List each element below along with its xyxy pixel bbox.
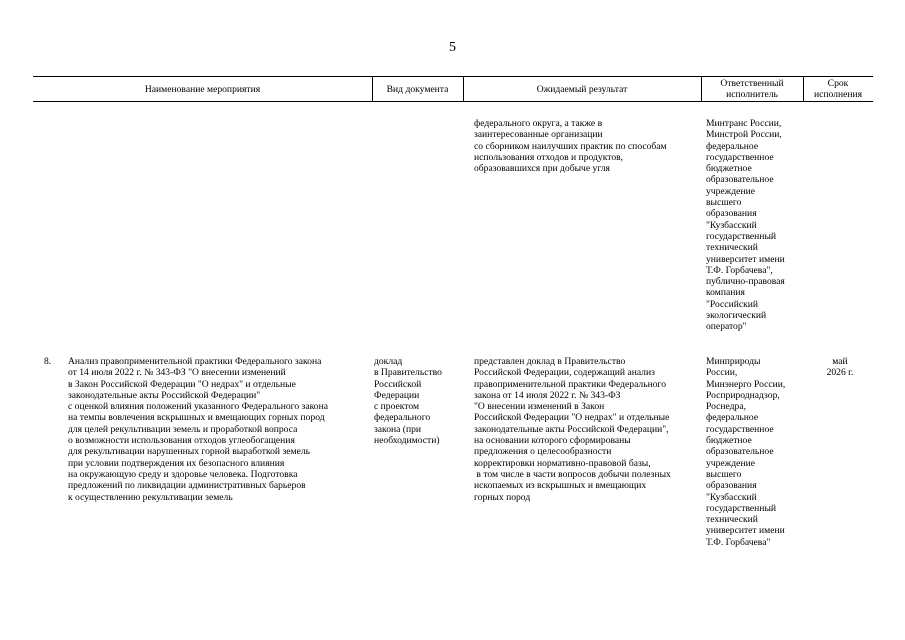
text-line: Росприроднадзор, bbox=[706, 389, 780, 401]
text-line: "Кузбасский bbox=[706, 219, 757, 231]
text-line: правоприменительной практики Федерального bbox=[474, 378, 667, 390]
text-line: предложений по ликвидации административных барьеров bbox=[68, 480, 306, 492]
header-responsible bbox=[701, 78, 803, 100]
text-line: Минтранс России, bbox=[706, 118, 782, 129]
text-line: для целей рекультивации земель и проработкой вопроса bbox=[68, 423, 298, 435]
text-line: государственное bbox=[706, 151, 774, 163]
text-line: Минэнерго России, bbox=[706, 378, 786, 390]
text-line: законодательные акты Российской Федерации", bbox=[474, 423, 669, 435]
text-line: Федерации bbox=[374, 389, 420, 401]
text-line: Минстрой России, bbox=[706, 129, 782, 141]
text-line: заинтересованные организации bbox=[474, 129, 603, 141]
text-line: закона (при bbox=[374, 423, 422, 435]
text-line: высшего bbox=[706, 468, 742, 480]
header-responsible-line: Ответственный bbox=[720, 78, 784, 89]
text-line: для рекультивации нарушенных горной выработкой земель bbox=[68, 446, 311, 458]
text-line: оператор" bbox=[706, 321, 747, 333]
text-line: федерального bbox=[374, 412, 431, 424]
row-number: 8. bbox=[44, 356, 52, 367]
text-line: технический bbox=[706, 514, 758, 526]
text-line: ископаемых из вскрышных и вмещающих bbox=[474, 480, 647, 492]
row-deadline bbox=[815, 356, 865, 379]
text-line: бюджетное bbox=[706, 435, 752, 447]
text-line: закона от 14 июля 2022 г. № 343-ФЗ bbox=[474, 389, 621, 401]
text-line: высшего bbox=[706, 197, 742, 209]
text-line: предложения о целесообразности bbox=[474, 446, 612, 458]
text-line: к осуществлению рекультивации земель bbox=[68, 491, 233, 503]
text-line: учреждение bbox=[706, 185, 755, 197]
header-document: Вид документа bbox=[386, 84, 449, 95]
text-line: представлен доклад в Правительство bbox=[474, 356, 626, 367]
row-responsible bbox=[706, 356, 785, 548]
text-line: доклад bbox=[374, 356, 403, 367]
text-line: федеральное bbox=[706, 412, 759, 424]
text-line: при условии подтверждения их безопасного влияния bbox=[68, 457, 285, 469]
text-line: корректировки нормативно-правовой базы, bbox=[474, 457, 651, 469]
text-line: с оценкой влияния положений указанного Федерального закона bbox=[68, 401, 328, 413]
text-line: 2026 г. bbox=[826, 367, 854, 379]
header-name: Наименование мероприятия bbox=[144, 84, 261, 95]
text-line: образовавшихся при добыче угля bbox=[474, 163, 610, 175]
text-line: образовательное bbox=[706, 174, 774, 186]
text-line: "Кузбасский bbox=[706, 491, 757, 503]
text-line: образования bbox=[706, 480, 757, 492]
text-line: федеральное bbox=[706, 140, 759, 152]
text-line: технический bbox=[706, 242, 758, 254]
row-result bbox=[474, 356, 671, 503]
text-line: май bbox=[832, 356, 848, 367]
text-line: федерального округа, а также в bbox=[474, 118, 603, 129]
text-line: законодательные акты Российской Федерации" bbox=[68, 389, 261, 401]
page-number: 5 bbox=[449, 40, 456, 55]
header-deadline-line: Срок bbox=[827, 78, 849, 89]
text-line: Российской Федерации "О недрах" и отдельные bbox=[474, 412, 670, 424]
text-line: Российской bbox=[374, 378, 422, 390]
text-line: государственное bbox=[706, 423, 774, 435]
text-line: на основании которого сформированы bbox=[474, 435, 631, 447]
text-line: о возможности использования отходов углеобогащения bbox=[68, 435, 295, 447]
text-line: "Российский bbox=[706, 298, 759, 310]
table-top-rule bbox=[33, 76, 873, 77]
text-line: публично-правовая bbox=[706, 276, 785, 288]
row-document bbox=[374, 356, 442, 446]
text-line: на окружающую среду и здоровье человека. Подготовка bbox=[68, 468, 298, 480]
text-line: компания bbox=[706, 287, 745, 299]
continuation-result bbox=[474, 118, 667, 174]
text-line: Т.Ф. Горбачева" bbox=[706, 536, 771, 548]
header-responsible-line: исполнитель bbox=[726, 89, 778, 100]
text-line: образовательное bbox=[706, 446, 774, 458]
text-line: Роснедра, bbox=[706, 401, 746, 413]
text-line: Российской Федерации, содержащий анализ bbox=[474, 367, 655, 379]
text-line: университет имени bbox=[706, 253, 785, 265]
text-line: Т.Ф. Горбачева", bbox=[706, 264, 773, 276]
text-line: с проектом bbox=[374, 401, 420, 413]
text-line: бюджетное bbox=[706, 163, 752, 175]
text-line: от 14 июля 2022 г. № 343-ФЗ "О внесении изменений bbox=[68, 367, 286, 379]
text-line: Минприроды bbox=[706, 356, 761, 367]
text-line: в том числе в части вопросов добычи полезных bbox=[474, 468, 671, 480]
text-line: Анализ правоприменительной практики Федерального закона bbox=[68, 356, 322, 367]
text-line: государственный bbox=[706, 502, 777, 514]
text-line: "О внесении изменений в Закон bbox=[474, 401, 605, 413]
header-deadline bbox=[803, 78, 873, 100]
header-deadline-line: исполнения bbox=[813, 89, 863, 100]
text-line: использования отходов и продуктов, bbox=[474, 151, 624, 163]
text-line: учреждение bbox=[706, 457, 755, 469]
text-line: университет имени bbox=[706, 525, 785, 537]
text-line: в Закон Российской Федерации "О недрах" и отдельные bbox=[68, 378, 296, 390]
text-line: России, bbox=[706, 367, 738, 379]
row-name bbox=[68, 356, 328, 503]
text-line: в Правительство bbox=[374, 367, 442, 379]
text-line: горных пород bbox=[474, 491, 531, 503]
header-result: Ожидаемый результат bbox=[536, 84, 628, 95]
text-line: необходимости) bbox=[374, 435, 440, 447]
text-line: экологический bbox=[706, 310, 767, 322]
continuation-responsible bbox=[706, 118, 785, 333]
text-line: образования bbox=[706, 208, 757, 220]
text-line: на темпы вовлечения вскрышных и вмещающих горных пород bbox=[68, 412, 325, 424]
header-bottom-rule bbox=[33, 101, 873, 102]
text-line: государственный bbox=[706, 230, 777, 242]
text-line: со сборником наилучших практик по способам bbox=[474, 140, 667, 152]
